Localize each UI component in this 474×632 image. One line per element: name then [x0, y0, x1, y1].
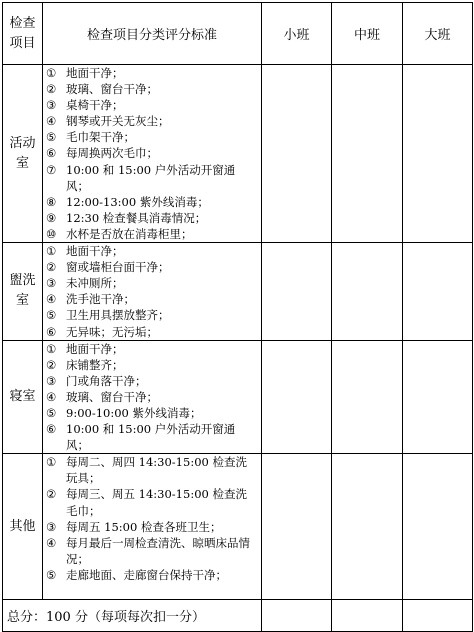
list-item: [46, 454, 257, 486]
standards-cell: [43, 454, 262, 600]
category-label: 寝室: [9, 388, 36, 404]
item-number: ④: [46, 389, 57, 404]
item-number: ②: [46, 82, 57, 97]
item-number: ④: [46, 114, 57, 129]
item-text: 玻璃、窗台干净；: [66, 389, 158, 404]
list-item: [46, 113, 257, 129]
item-number: ①: [46, 244, 57, 259]
item-text: 床铺整齐；: [66, 357, 124, 372]
item-text: 水杯是否放在消毒柜里；: [66, 226, 193, 241]
category-cell: [3, 340, 43, 454]
item-number: ⑥: [46, 324, 57, 339]
item-number: ⑥: [46, 146, 57, 161]
item-text: 地面干净；: [66, 244, 124, 259]
list-item: [46, 405, 257, 421]
item-text: 钢琴或开关无灰尘；: [66, 114, 170, 129]
total-middle-score-cell[interactable]: [332, 600, 403, 632]
item-text: 10:00 和 15:00 户外活动开窗通风；: [66, 422, 236, 453]
header-middle-class-cell: 中班: [332, 3, 403, 65]
standards-cell: [43, 65, 262, 243]
score-cell-small-class[interactable]: [262, 65, 332, 243]
list-item: [46, 519, 257, 535]
standards-cell: [43, 340, 262, 454]
standards-list: [46, 65, 257, 242]
item-number: ⑤: [46, 130, 57, 145]
list-item: [46, 81, 257, 97]
item-number: ③: [46, 373, 57, 388]
list-item: [46, 291, 257, 307]
score-cell-middle-class[interactable]: [332, 65, 403, 243]
item-number: ②: [46, 357, 57, 372]
list-item: [46, 486, 257, 518]
list-item: [46, 357, 257, 373]
item-number: ④: [46, 535, 57, 550]
category-label: 室: [15, 293, 29, 309]
item-text: 9:00-10:00 紫外线消毒；: [66, 405, 202, 420]
list-item: [46, 194, 257, 210]
item-text: 窗或墙柜台面干净；: [66, 260, 170, 275]
standards-list: [46, 243, 257, 340]
list-item: [46, 535, 257, 567]
item-number: ⑧: [46, 194, 57, 209]
item-text: 洗手池干净；: [66, 292, 135, 307]
list-item: [46, 243, 257, 259]
list-item: [46, 129, 257, 145]
score-cell-small-class[interactable]: [262, 243, 332, 341]
item-number: ②: [46, 260, 57, 275]
list-item: [46, 162, 257, 194]
item-number: ①: [46, 455, 57, 470]
item-text: 12:00-13:00 紫外线消毒；: [66, 194, 209, 209]
header-item-line2: 项目: [9, 35, 36, 51]
score-cell-small-class[interactable]: [262, 340, 332, 454]
item-text: 每月最后一周检查清洗、晾晒床品情况；: [66, 535, 250, 566]
item-text: 无异味；无污垢；: [66, 324, 158, 339]
category-cell: [3, 454, 43, 600]
item-text: 12:30 检查餐具消毒情况；: [66, 210, 207, 225]
list-item: [46, 567, 257, 583]
item-text: 10:00 和 15:00 户外活动开窗通风；: [66, 162, 236, 193]
header-row: [3, 3, 473, 65]
standards-list: [46, 341, 257, 454]
list-item: [46, 210, 257, 226]
total-large-score-cell[interactable]: [403, 600, 473, 632]
item-number: ③: [46, 98, 57, 113]
item-number: ③: [46, 519, 57, 534]
section-row: [3, 65, 473, 243]
item-text: 桌椅干净；: [66, 98, 124, 113]
score-cell-middle-class[interactable]: [332, 454, 403, 600]
standards-cell: [43, 243, 262, 341]
inspection-table: [2, 2, 473, 632]
header-standard-cell: 检查项目分类评分标准: [43, 3, 262, 65]
item-number: ⑨: [46, 210, 57, 225]
total-small-score-cell[interactable]: [262, 600, 332, 632]
list-item: [46, 259, 257, 275]
list-item: [46, 307, 257, 323]
score-cell-middle-class[interactable]: [332, 243, 403, 341]
header-large-class-cell: 大班: [403, 3, 473, 65]
item-number: ③: [46, 276, 57, 291]
category-label: 活动: [9, 135, 36, 151]
item-text: 未冲厕所；: [66, 276, 124, 291]
list-item: [46, 373, 257, 389]
item-number: ①: [46, 341, 57, 356]
item-number: ②: [46, 487, 57, 502]
category-label: 其他: [9, 518, 36, 534]
item-number: ⑤: [46, 567, 57, 582]
item-number: ⑦: [46, 162, 57, 177]
item-text: 卫生用具摆放整齐；: [66, 308, 170, 323]
score-cell-middle-class[interactable]: [332, 340, 403, 454]
item-text: 每周三、周五 14:30-15:00 检查洗毛巾；: [66, 487, 247, 518]
category-cell: [3, 65, 43, 243]
list-item: [46, 275, 257, 291]
item-text: 玻璃、窗台干净；: [66, 82, 158, 97]
section-row: [3, 340, 473, 454]
section-row: [3, 243, 473, 341]
item-text: 每周五 15:00 检查各班卫生；: [66, 519, 222, 534]
list-item: [46, 341, 257, 357]
score-cell-small-class[interactable]: [262, 454, 332, 600]
item-text: 门或角落干净；: [66, 373, 147, 388]
item-text: 每周二、周四 14:30-15:00 检查洗玩具；: [66, 455, 247, 486]
item-text: 毛巾架干净；: [66, 130, 135, 145]
list-item: [46, 324, 257, 340]
list-item: [46, 97, 257, 113]
item-text: 地面干净；: [66, 66, 124, 80]
list-item: [46, 389, 257, 405]
header-item-cell: [3, 3, 43, 65]
score-cell-large-class[interactable]: [403, 340, 473, 454]
item-text: 每周换两次毛巾；: [66, 146, 158, 161]
total-score-label: 总分：100 分（每项每次扣一分）: [3, 600, 262, 632]
total-row: [3, 600, 473, 632]
score-cell-large-class[interactable]: [403, 65, 473, 243]
item-number: ⑥: [46, 422, 57, 437]
list-item: [46, 145, 257, 161]
list-item: [46, 226, 257, 242]
item-number: ①: [46, 66, 57, 80]
standards-list: [46, 454, 257, 583]
header-small-class-cell: 小班: [262, 3, 332, 65]
category-cell: [3, 243, 43, 341]
header-item-line1: 检查: [9, 15, 36, 31]
score-cell-large-class[interactable]: [403, 243, 473, 341]
section-row: [3, 454, 473, 600]
list-item: [46, 65, 257, 81]
item-text: 走廊地面、走廊窗台保持干净；: [66, 567, 227, 582]
list-item: [46, 421, 257, 453]
score-cell-large-class[interactable]: [403, 454, 473, 600]
item-number: ⑤: [46, 405, 57, 420]
sections-body: [3, 65, 473, 600]
item-number: ④: [46, 292, 57, 307]
item-text: 地面干净；: [66, 341, 124, 356]
item-number: ⑤: [46, 308, 57, 323]
category-label: 盥洗: [9, 273, 36, 289]
item-number: ⑩: [46, 226, 57, 241]
category-label: 室: [15, 155, 29, 171]
